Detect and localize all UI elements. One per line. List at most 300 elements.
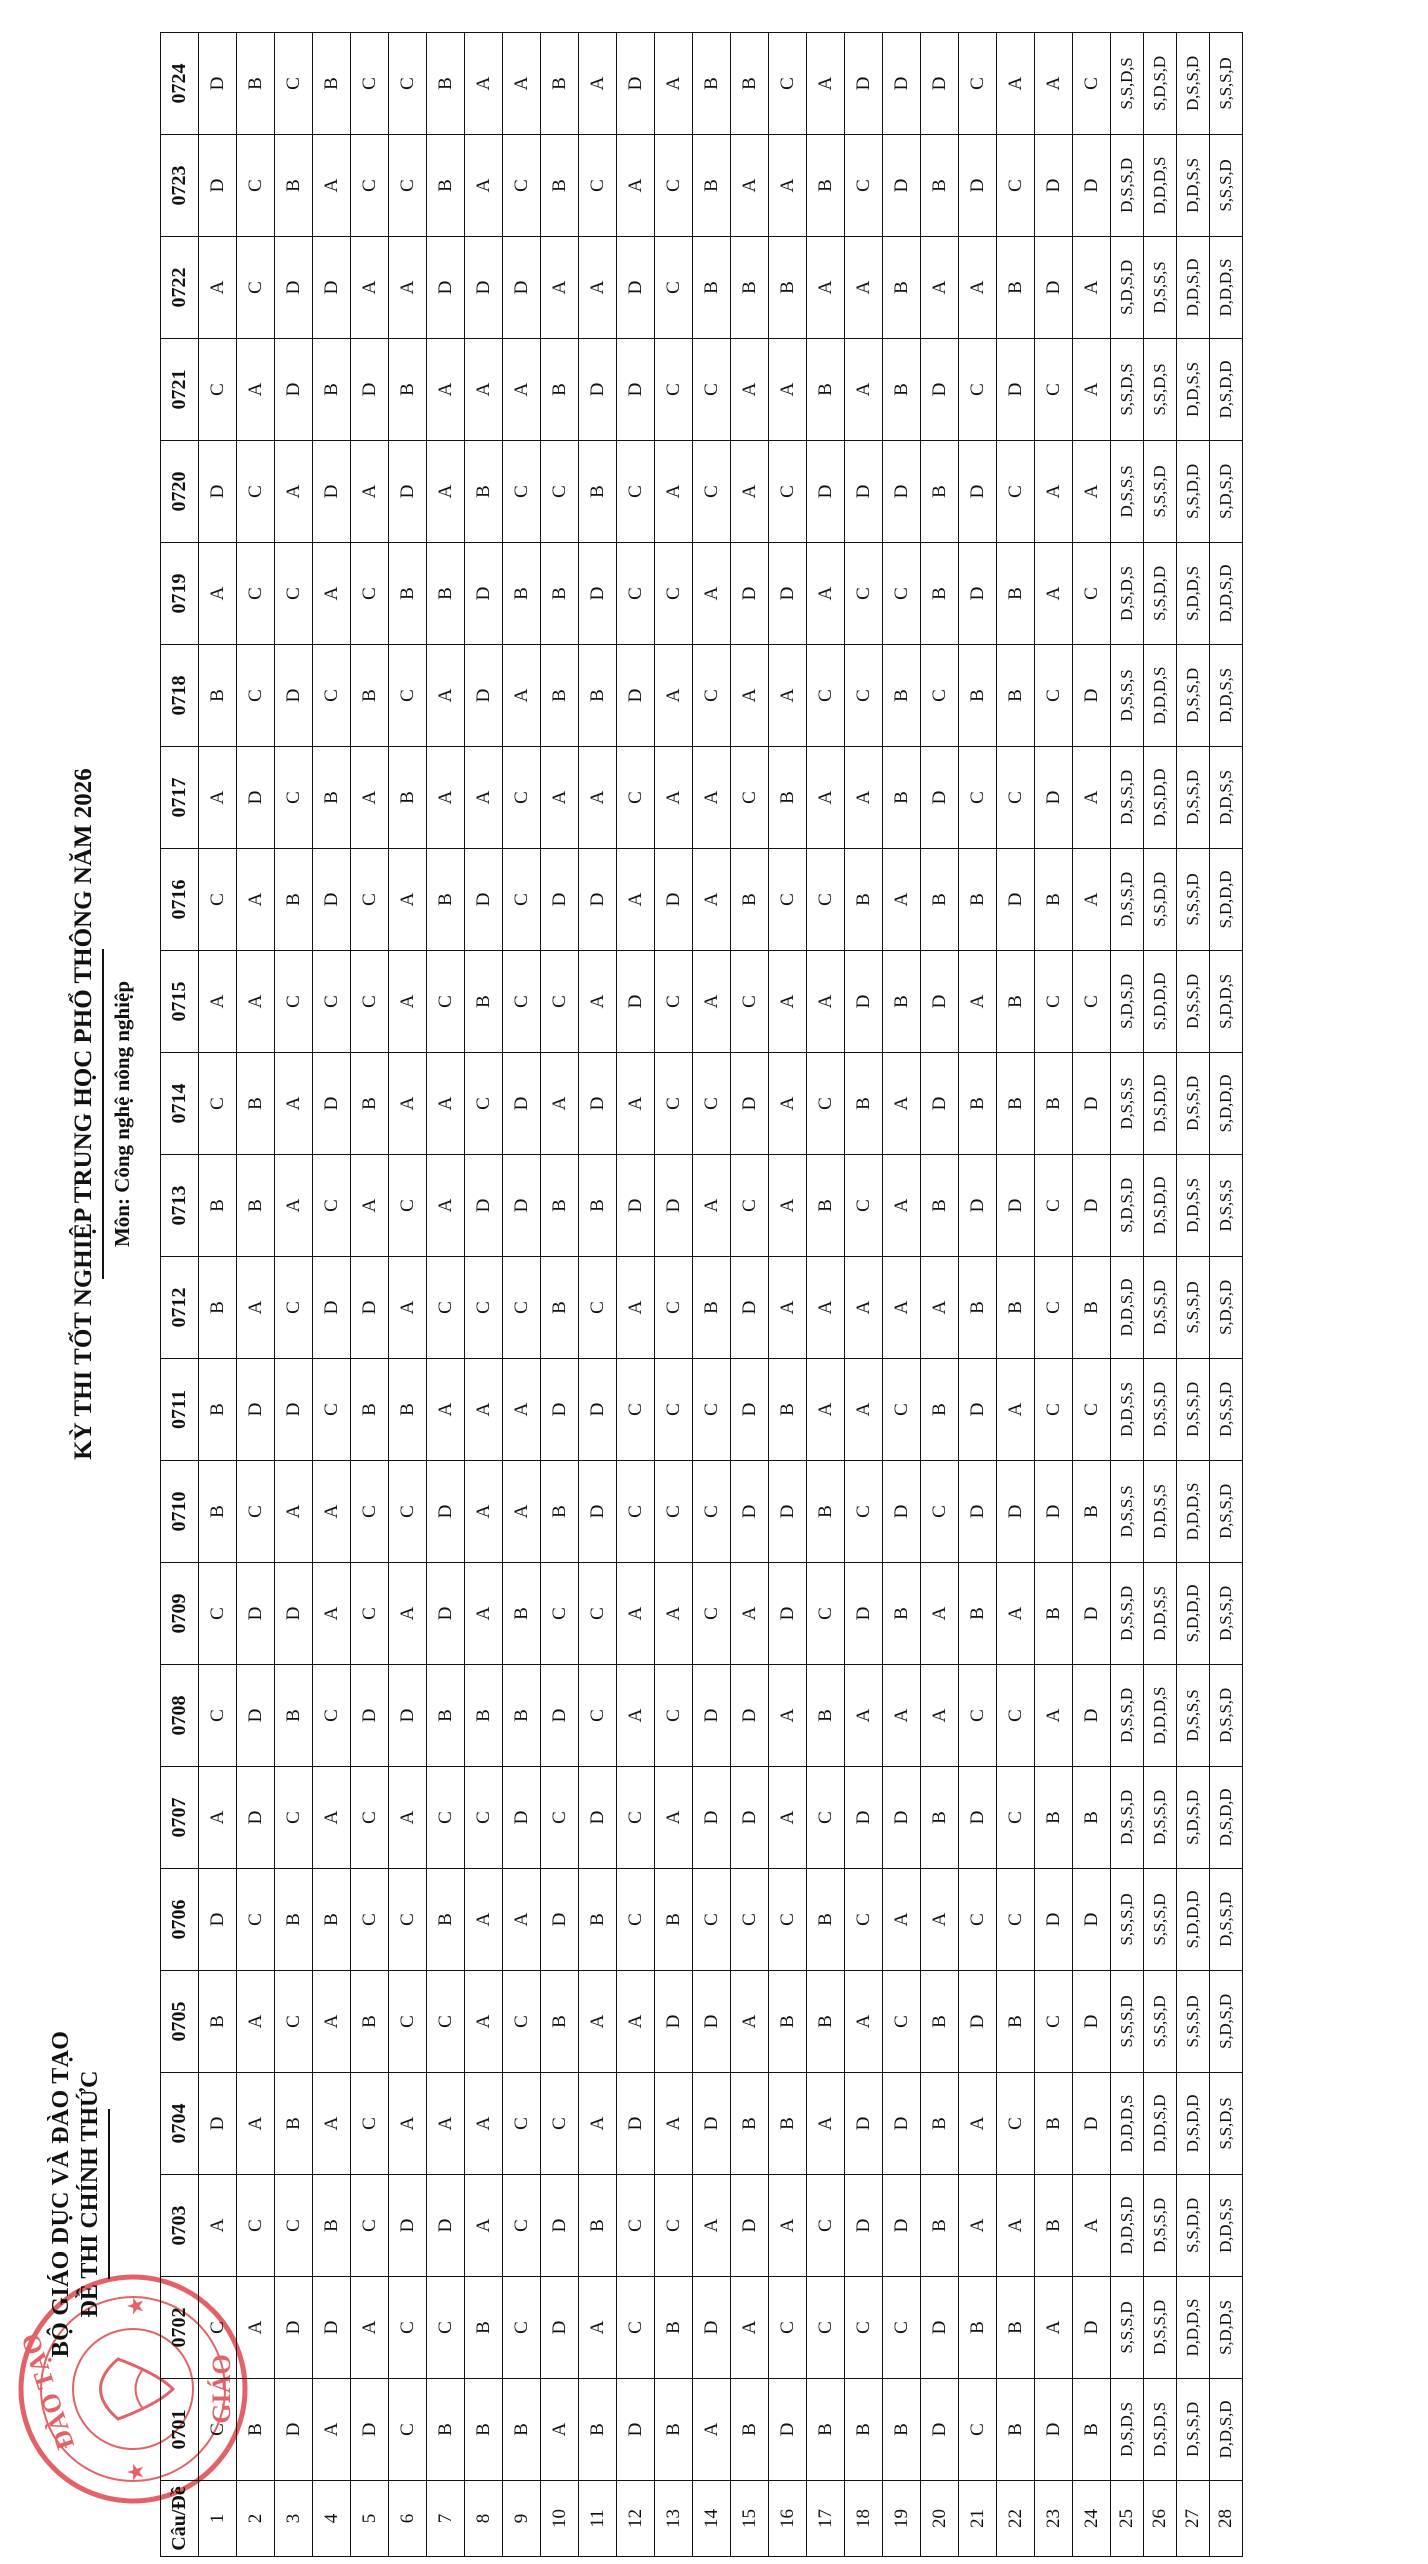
answer-cell: B <box>541 1155 579 1257</box>
answer-cell: D <box>351 2379 389 2481</box>
exam-code-header: 0707 <box>161 1767 199 1869</box>
answer-cell: B <box>769 1971 807 2073</box>
answer-cell: A <box>1035 33 1073 135</box>
answer-cell: A <box>199 951 237 1053</box>
table-row <box>579 33 617 2557</box>
answer-cell: S,S,S,D <box>1177 1971 1210 2073</box>
answer-cell: D,S,S,S <box>1144 237 1177 339</box>
answer-cell: B <box>883 951 921 1053</box>
answer-cell: B <box>959 1053 997 1155</box>
answer-cell: C <box>427 1971 465 2073</box>
answer-cell: D <box>883 1461 921 1563</box>
answer-cell: A <box>883 849 921 951</box>
answer-cell: C <box>693 339 731 441</box>
answer-cell: B <box>427 849 465 951</box>
answer-cell: D,S,S,D <box>1210 1359 1243 1461</box>
svg-text:★: ★ <box>123 2296 148 2316</box>
answer-cell: S,D,D,S <box>1210 2277 1243 2379</box>
answer-cell: B <box>1035 2175 1073 2277</box>
answer-cell: A <box>731 1971 769 2073</box>
answer-cell: C <box>1073 33 1111 135</box>
question-number-cell: 12 <box>617 2481 655 2557</box>
answer-cell: A <box>427 1155 465 1257</box>
answer-cell: C <box>541 441 579 543</box>
answer-cell: B <box>997 2379 1035 2481</box>
answer-cell: A <box>389 1257 427 1359</box>
answer-cell: C <box>351 951 389 1053</box>
issuer-header <box>48 1914 110 2474</box>
answer-cell: D,S,S,S <box>1177 1665 1210 1767</box>
exam-code-header: 0713 <box>161 1155 199 1257</box>
answer-cell: A <box>997 2175 1035 2277</box>
answer-cell: B <box>845 2379 883 2481</box>
answer-cell: A <box>655 33 693 135</box>
answer-cell: A <box>313 2379 351 2481</box>
answer-cell: C <box>199 1053 237 1155</box>
answer-cell: D <box>693 1665 731 1767</box>
answer-cell: D <box>541 1359 579 1461</box>
answer-cell: B <box>997 1053 1035 1155</box>
answer-cell: C <box>921 1461 959 1563</box>
answer-cell: A <box>237 339 275 441</box>
answer-cell: A <box>731 2277 769 2379</box>
answer-cell: A <box>503 33 541 135</box>
answer-cell: D <box>845 2175 883 2277</box>
answer-cell: A <box>693 849 731 951</box>
answer-cell: D,D,S,S <box>1111 1359 1144 1461</box>
answer-cell: D <box>275 339 313 441</box>
exam-code-header: 0722 <box>161 237 199 339</box>
question-number-cell: 18 <box>845 2481 883 2557</box>
answer-cell: C <box>959 747 997 849</box>
answer-cell: D,S,S,D <box>1177 645 1210 747</box>
answer-cell: D,D,S,S <box>1210 2175 1243 2277</box>
answer-cell: S,D,S,D <box>1177 1767 1210 1869</box>
answer-cell: A <box>237 1257 275 1359</box>
question-number-cell: 7 <box>427 2481 465 2557</box>
answer-cell: A <box>313 1563 351 1665</box>
answer-cell: C <box>807 645 845 747</box>
answer-cell: C <box>655 1461 693 1563</box>
exam-code-header: 0702 <box>161 2277 199 2379</box>
answer-cell: B <box>313 2175 351 2277</box>
answer-cell: B <box>807 1461 845 1563</box>
answer-cell: C <box>731 747 769 849</box>
answer-cell: A <box>959 237 997 339</box>
answer-cell: B <box>579 1869 617 1971</box>
answer-cell: A <box>883 1665 921 1767</box>
answer-cell: D,S,S,D <box>1177 33 1210 135</box>
exam-code-header: 0724 <box>161 33 199 135</box>
answer-cell: A <box>807 1359 845 1461</box>
answer-cell: B <box>1035 849 1073 951</box>
answer-cell: D <box>959 135 997 237</box>
answer-cell: B <box>883 339 921 441</box>
answer-cell: C <box>503 1257 541 1359</box>
answer-cell: A <box>731 1563 769 1665</box>
answer-cell: D <box>921 747 959 849</box>
answer-cell: C <box>1073 543 1111 645</box>
answer-cell: C <box>389 2277 427 2379</box>
answer-cell: A <box>883 1053 921 1155</box>
answer-cell: D <box>579 543 617 645</box>
answer-cell: A <box>1035 2277 1073 2379</box>
answer-cell: A <box>921 1869 959 1971</box>
answer-cell: D,D,S,S <box>1210 747 1243 849</box>
answer-cell: C <box>313 1359 351 1461</box>
answer-cell: B <box>769 2073 807 2175</box>
answer-cell: S,S,D,D <box>1177 2175 1210 2277</box>
answer-cell: B <box>921 543 959 645</box>
answer-cell: D <box>313 237 351 339</box>
answer-cell: A <box>1035 543 1073 645</box>
question-number-cell: 2 <box>237 2481 275 2557</box>
exam-code-header: 0706 <box>161 1869 199 1971</box>
question-number-cell: 16 <box>769 2481 807 2557</box>
answer-cell: A <box>199 747 237 849</box>
answer-cell: A <box>845 1971 883 2073</box>
answer-cell: C <box>655 1665 693 1767</box>
answer-cell: D,D,S,D <box>1210 2379 1243 2481</box>
answer-cell: C <box>351 849 389 951</box>
answer-cell: C <box>427 951 465 1053</box>
answer-cell: A <box>313 2073 351 2175</box>
answer-cell: A <box>465 747 503 849</box>
table-row <box>199 33 237 2557</box>
answer-cell: D <box>997 1155 1035 1257</box>
answer-cell: A <box>1073 237 1111 339</box>
answer-cell: B <box>921 849 959 951</box>
answer-cell: B <box>237 1155 275 1257</box>
exam-code-header: 0710 <box>161 1461 199 1563</box>
answer-cell: D,S,S,D <box>1210 1563 1243 1665</box>
question-number-cell: 22 <box>997 2481 1035 2557</box>
answer-cell: D <box>1073 645 1111 747</box>
answer-cell: C <box>275 1257 313 1359</box>
answer-cell: D <box>199 135 237 237</box>
answer-cell: D <box>921 951 959 1053</box>
answer-cell: A <box>959 2073 997 2175</box>
question-number-cell: 3 <box>275 2481 313 2557</box>
answer-cell: B <box>351 645 389 747</box>
answer-cell: D,S,D,S <box>1144 2379 1177 2481</box>
answer-cell: C <box>617 1461 655 1563</box>
answer-cell: A <box>959 951 997 1053</box>
answer-cell: A <box>1073 2175 1111 2277</box>
answer-cell: B <box>997 1971 1035 2073</box>
answer-cell: C <box>275 33 313 135</box>
question-number-cell: 8 <box>465 2481 503 2557</box>
question-number-cell: 23 <box>1035 2481 1073 2557</box>
answer-cell: D,S,S,S <box>1111 645 1144 747</box>
answer-cell: A <box>769 2175 807 2277</box>
answer-cell: S,D,S,D <box>1210 1257 1243 1359</box>
answer-cell: C <box>351 33 389 135</box>
answer-cell: D <box>427 2175 465 2277</box>
answer-cell: D,S,S,D <box>1111 1767 1144 1869</box>
answer-cell: A <box>921 1257 959 1359</box>
answer-cell: A <box>617 1053 655 1155</box>
answer-cell: A <box>237 951 275 1053</box>
answer-cell: A <box>997 33 1035 135</box>
answer-key-table <box>160 32 1243 2557</box>
answer-cell: A <box>731 645 769 747</box>
answer-cell: B <box>997 237 1035 339</box>
answer-cell: A <box>351 2277 389 2379</box>
answer-cell: C <box>275 747 313 849</box>
exam-code-header: 0719 <box>161 543 199 645</box>
answer-cell: C <box>997 2073 1035 2175</box>
answer-cell: D,S,S,D <box>1111 1563 1144 1665</box>
answer-cell: A <box>579 747 617 849</box>
answer-cell: A <box>731 339 769 441</box>
answer-cell: A <box>237 849 275 951</box>
answer-cell: A <box>845 339 883 441</box>
answer-cell: S,S,S,D <box>1210 33 1243 135</box>
answer-cell: A <box>465 339 503 441</box>
answer-cell: D <box>845 1767 883 1869</box>
answer-cell: C <box>579 1563 617 1665</box>
answer-cell: B <box>693 135 731 237</box>
answer-cell: A <box>275 1155 313 1257</box>
answer-cell: A <box>617 849 655 951</box>
answer-cell: S,S,D,S <box>1111 339 1144 441</box>
answer-cell: D <box>1035 747 1073 849</box>
answer-cell: C <box>997 1869 1035 1971</box>
table-row <box>997 33 1035 2557</box>
answer-cell: A <box>313 135 351 237</box>
answer-cell: A <box>617 1257 655 1359</box>
answer-cell: C <box>693 1563 731 1665</box>
answer-cell: B <box>883 237 921 339</box>
table-row <box>1073 33 1111 2557</box>
answer-cell: D,D,S,S <box>1177 339 1210 441</box>
answer-cell: D <box>769 2379 807 2481</box>
answer-cell: C <box>503 747 541 849</box>
answer-cell: B <box>769 237 807 339</box>
answer-cell: C <box>769 2277 807 2379</box>
answer-cell: C <box>465 1767 503 1869</box>
answer-cell: S,S,D,D <box>1177 441 1210 543</box>
answer-cell: A <box>275 1053 313 1155</box>
answer-cell: D,D,S,S <box>1177 1155 1210 1257</box>
answer-cell: C <box>655 2175 693 2277</box>
answer-cell: B <box>465 441 503 543</box>
answer-cell: B <box>313 33 351 135</box>
answer-cell: S,D,D,S <box>1177 543 1210 645</box>
answer-cell: D,S,S,D <box>1210 1461 1243 1563</box>
answer-cell: D <box>313 1257 351 1359</box>
answer-cell: D <box>617 1155 655 1257</box>
exam-code-header: 0718 <box>161 645 199 747</box>
answer-cell: S,S,S,D <box>1144 1971 1177 2073</box>
answer-cell: D <box>541 849 579 951</box>
answer-cell: C <box>351 1767 389 1869</box>
answer-cell: C <box>351 2175 389 2277</box>
answer-cell: A <box>237 2277 275 2379</box>
answer-cell: A <box>769 1767 807 1869</box>
answer-cell: A <box>769 1257 807 1359</box>
answer-cell: C <box>237 237 275 339</box>
answer-cell: A <box>541 237 579 339</box>
answer-cell: D,S,D,D <box>1144 1053 1177 1155</box>
answer-cell: A <box>845 747 883 849</box>
answer-cell: D,D,S,D <box>1111 2175 1144 2277</box>
answer-cell: D <box>655 1155 693 1257</box>
answer-cell: C <box>997 135 1035 237</box>
answer-cell: C <box>313 1155 351 1257</box>
answer-cell: D,D,S,D <box>1144 2073 1177 2175</box>
answer-cell: S,D,S,D <box>1144 33 1177 135</box>
answer-cell: B <box>807 339 845 441</box>
answer-cell: B <box>693 33 731 135</box>
answer-cell: D <box>465 849 503 951</box>
answer-cell: A <box>275 1461 313 1563</box>
answer-cell: C <box>731 1869 769 1971</box>
answer-cell: C <box>693 1461 731 1563</box>
answer-cell: D,D,S,S <box>1144 1461 1177 1563</box>
answer-cell: A <box>503 645 541 747</box>
answer-cell: D <box>731 1359 769 1461</box>
answer-cell: S,D,D,D <box>1144 951 1177 1053</box>
answer-cell: C <box>997 747 1035 849</box>
exam-code-header: 0701 <box>161 2379 199 2481</box>
answer-cell: B <box>541 1971 579 2073</box>
answer-cell: B <box>275 849 313 951</box>
answer-cell: B <box>427 543 465 645</box>
answer-cell: C <box>1073 1359 1111 1461</box>
answer-cell: C <box>503 2073 541 2175</box>
answer-cell: A <box>313 543 351 645</box>
answer-cell: B <box>465 2277 503 2379</box>
answer-cell: D <box>921 33 959 135</box>
answer-cell: D <box>617 33 655 135</box>
answer-cell: D,S,S,D <box>1111 135 1144 237</box>
table-row <box>655 33 693 2557</box>
answer-cell: D <box>997 1461 1035 1563</box>
answer-cell: C <box>389 33 427 135</box>
answer-cell: A <box>693 543 731 645</box>
answer-cell: B <box>807 135 845 237</box>
svg-text:ĐÀO TẠO: ĐÀO TẠO <box>15 2330 81 2454</box>
answer-cell: B <box>883 1563 921 1665</box>
answer-cell: B <box>1073 2379 1111 2481</box>
answer-cell: B <box>237 2379 275 2481</box>
answer-cell: B <box>731 849 769 951</box>
answer-cell: D <box>237 1563 275 1665</box>
answer-cell: A <box>769 1053 807 1155</box>
answer-cell: A <box>579 33 617 135</box>
answer-cell: C <box>351 2073 389 2175</box>
answer-cell: C <box>237 135 275 237</box>
answer-cell: A <box>351 441 389 543</box>
answer-cell: A <box>389 2073 427 2175</box>
answer-cell: A <box>237 2073 275 2175</box>
exam-code-header: 0704 <box>161 2073 199 2175</box>
answer-cell: C <box>237 645 275 747</box>
answer-cell: A <box>693 2379 731 2481</box>
exam-code-header: 0717 <box>161 747 199 849</box>
answer-cell: A <box>959 2175 997 2277</box>
answer-cell: C <box>389 1971 427 2073</box>
answer-cell: C <box>1035 645 1073 747</box>
answer-cell: C <box>389 2379 427 2481</box>
answer-cell: B <box>731 2073 769 2175</box>
answer-cell: A <box>617 1665 655 1767</box>
answer-cell: C <box>503 849 541 951</box>
answer-cell: C <box>769 1869 807 1971</box>
answer-cell: S,D,D,D <box>1210 849 1243 951</box>
answer-cell: C <box>845 645 883 747</box>
answer-cell: A <box>465 1971 503 2073</box>
answer-cell: D,D,D,S <box>1177 2277 1210 2379</box>
answer-cell: A <box>579 951 617 1053</box>
answer-cell: C <box>199 849 237 951</box>
answer-cell: A <box>845 1359 883 1461</box>
answer-cell: B <box>921 1767 959 1869</box>
answer-cell: S,S,D,S <box>1144 339 1177 441</box>
answer-cell: C <box>655 339 693 441</box>
answer-cell: B <box>1073 1257 1111 1359</box>
answer-cell: D,S,S,D <box>1177 951 1210 1053</box>
answer-cell: C <box>731 951 769 1053</box>
answer-cell: D <box>1073 135 1111 237</box>
answer-cell: A <box>807 747 845 849</box>
answer-cell: D <box>807 441 845 543</box>
answer-cell: D <box>351 1665 389 1767</box>
question-number-cell: 19 <box>883 2481 921 2557</box>
answer-cell: A <box>769 1665 807 1767</box>
answer-cell: A <box>1073 441 1111 543</box>
answer-cell: D <box>275 1563 313 1665</box>
answer-cell: B <box>883 2379 921 2481</box>
exam-code-header: 0705 <box>161 1971 199 2073</box>
answer-cell: S,S,D,S <box>1111 33 1144 135</box>
answer-cell: D <box>693 1767 731 1869</box>
table-row <box>465 33 503 2557</box>
answer-cell: B <box>503 2379 541 2481</box>
table-row <box>1111 33 1144 2557</box>
question-number-cell: 20 <box>921 2481 959 2557</box>
answer-cell: A <box>351 747 389 849</box>
answer-cell: D <box>617 645 655 747</box>
answer-cell: A <box>617 1563 655 1665</box>
answer-cell: A <box>427 645 465 747</box>
answer-cell: A <box>807 1257 845 1359</box>
answer-cell: B <box>997 1257 1035 1359</box>
exam-code-header: 0703 <box>161 2175 199 2277</box>
answer-cell: C <box>617 1767 655 1869</box>
answer-cell: A <box>579 2073 617 2175</box>
answer-cell: B <box>541 645 579 747</box>
answer-cell: D <box>845 441 883 543</box>
answer-cell: D <box>199 33 237 135</box>
answer-cell: D,D,D,S <box>1111 2073 1144 2175</box>
answer-cell: A <box>921 1563 959 1665</box>
answer-cell: C <box>199 1563 237 1665</box>
answer-cell: D <box>959 1461 997 1563</box>
answer-cell: B <box>959 645 997 747</box>
answer-cell: S,S,S,D <box>1111 2277 1144 2379</box>
answer-cell: D,S,D,D <box>1210 339 1243 441</box>
answer-cell: A <box>769 951 807 1053</box>
answer-cell: D <box>693 2277 731 2379</box>
answer-cell: D <box>1073 1665 1111 1767</box>
question-number-cell: 4 <box>313 2481 351 2557</box>
answer-cell: C <box>237 441 275 543</box>
answer-cell: A <box>503 1359 541 1461</box>
answer-cell: D <box>503 1767 541 1869</box>
